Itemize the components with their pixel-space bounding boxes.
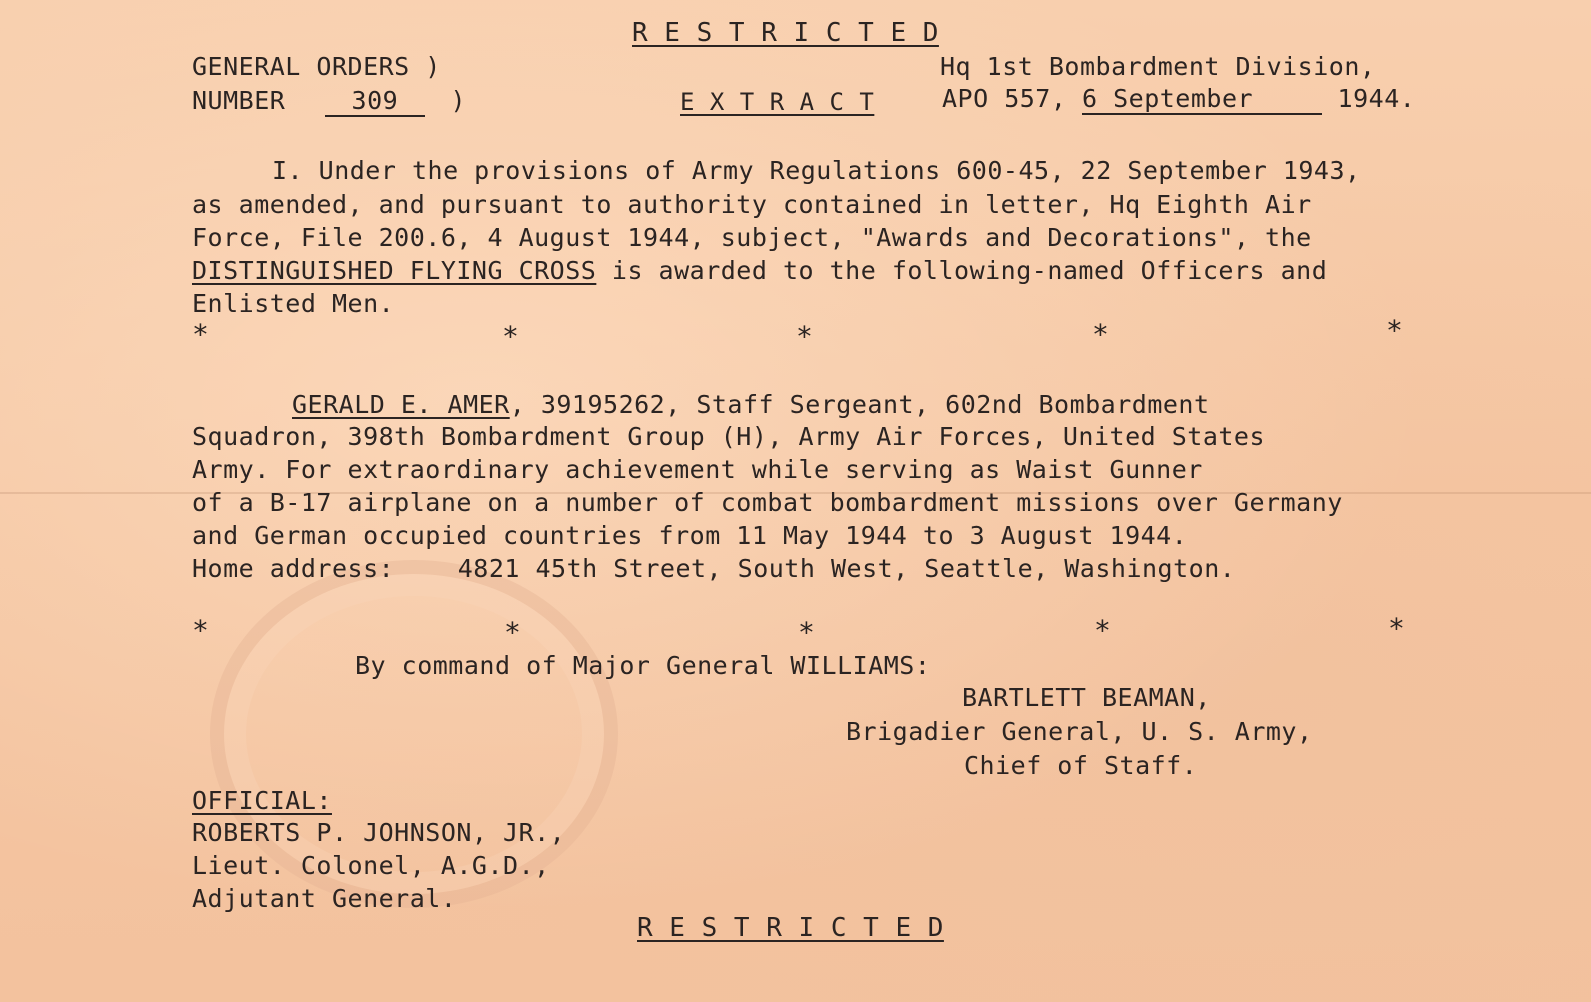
order-date: 6 September (1082, 84, 1322, 115)
citation-line4: of a B-17 airplane on a number of combat bombardment missions over Germany (192, 488, 1343, 517)
official-label: OFFICIAL: (192, 786, 332, 815)
classification-bottom: R E S T R I C T E D (637, 913, 944, 943)
official-name: ROBERTS P. JOHNSON, JR., (192, 818, 566, 847)
hq-line: Hq 1st Bombardment Division, (940, 52, 1376, 81)
para1-line3: Force, File 200.6, 4 August 1944, subject, "Awards and Decorations", the (192, 223, 1312, 252)
separator-star: * (796, 320, 814, 353)
orders-number: 309 (325, 86, 425, 117)
orders-label: GENERAL ORDERS ) (192, 52, 441, 81)
signer-rank: Brigadier General, U. S. Army, (846, 717, 1313, 746)
para1-line5: Enlisted Men. (192, 289, 395, 318)
signer-name: BARTLETT BEAMAN, (962, 683, 1211, 712)
award-name: DISTINGUISHED FLYING CROSS (192, 256, 597, 285)
extract-heading: E X T R A C T (680, 88, 875, 116)
citation-line6 (192, 554, 1235, 583)
para1-line4-rest: is awarded to the following-named Officers and (596, 256, 1328, 285)
apo: APO 557, (942, 84, 1067, 113)
official-rank: Lieut. Colonel, A.G.D., (192, 851, 550, 880)
separator-star: * (192, 614, 210, 647)
separator-star: * (192, 318, 210, 351)
citation-line1-rest: , 39195262, Staff Sergeant, 602nd Bombardment (509, 390, 1210, 419)
order-year: 1944. (1337, 84, 1416, 113)
separator-star: * (1386, 314, 1404, 347)
official-title: Adjutant General. (192, 884, 457, 913)
orders-paren: ) (450, 86, 466, 115)
para1-line1: I. Under the provisions of Army Regulations 600-45, 22 September 1943, (272, 156, 1361, 185)
citation-line3: Army. For extraordinary achievement while serving as Waist Gunner (192, 455, 1203, 484)
command-line: By command of Major General WILLIAMS: (355, 651, 931, 680)
citation-line5: and German occupied countries from 11 May 1944 to 3 August 1944. (192, 521, 1188, 550)
separator-star: * (1092, 318, 1110, 351)
classification-top: R E S T R I C T E D (632, 18, 939, 48)
para1-line4 (192, 256, 1327, 285)
orders-number-row (192, 86, 466, 117)
separator-star: * (798, 616, 816, 649)
separator-star: * (1388, 612, 1406, 645)
separator-star: * (504, 616, 522, 649)
signer-title: Chief of Staff. (964, 751, 1198, 780)
citation-line2: Squadron, 398th Bombardment Group (H), Army Air Forces, United States (192, 422, 1266, 451)
para1-line2: as amended, and pursuant to authority contained in letter, Hq Eighth Air (192, 190, 1312, 219)
separator-star: * (502, 320, 520, 353)
orders-number-label: NUMBER (192, 86, 286, 115)
recipient-name: GERALD E. AMER (292, 390, 510, 419)
citation-line1 (292, 390, 1210, 419)
home-address: 4821 45th Street, South West, Seattle, Washington. (457, 554, 1236, 583)
home-address-label: Home address: (192, 554, 395, 583)
separator-star: * (1094, 614, 1112, 647)
apo-date-row (942, 84, 1415, 115)
